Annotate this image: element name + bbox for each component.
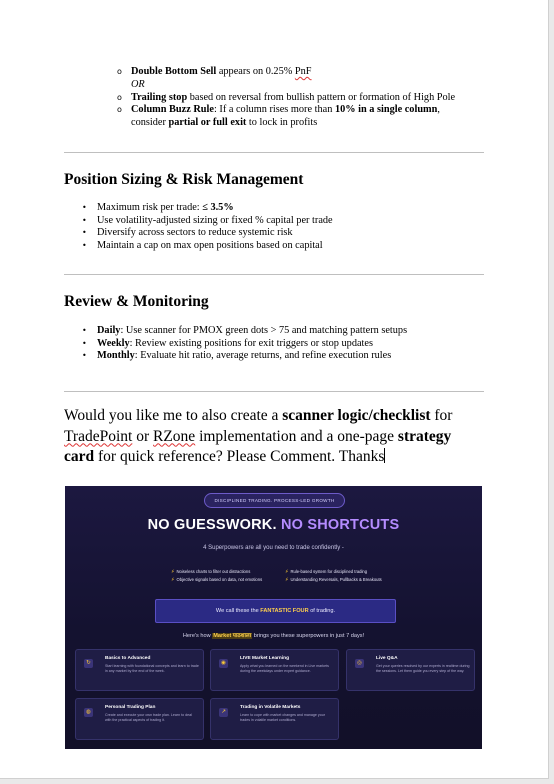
promo-card xyxy=(210,698,339,740)
promo-card xyxy=(346,649,475,691)
lightning-icon: ⚡ xyxy=(171,577,175,583)
list-item xyxy=(117,92,497,105)
promo-card xyxy=(75,698,204,740)
intro-text: brings you these superpowers in just 7 days! xyxy=(252,633,365,639)
rule-text: consider xyxy=(131,117,169,129)
rule-title: Column Buzz Rule xyxy=(131,104,214,116)
section-heading-review: Review & Monitoring xyxy=(64,293,209,310)
lightbulb-icon: ◉ xyxy=(219,659,228,668)
hollow-bullet-icon: o xyxy=(117,92,122,102)
card-description: Learn to cope with market changes and manage your trades in volatile market conditions. xyxy=(240,713,325,722)
card-title: Live Q&A xyxy=(376,656,398,661)
promo-feature xyxy=(285,576,382,584)
promo-tagline-pill: DISCIPLINED TRADING. PROCESS-LED GROWTH xyxy=(204,493,345,508)
hollow-bullet-icon: o xyxy=(117,67,122,76)
text-run: for quick reference? Please Comment. Thanks xyxy=(94,448,385,465)
promo-feature xyxy=(285,568,367,576)
banner-text: of trading. xyxy=(308,608,336,614)
position-sizing-list xyxy=(82,202,502,252)
horizontal-rule xyxy=(64,152,484,153)
list-item xyxy=(117,104,497,130)
text-bold: strategy card xyxy=(64,427,452,465)
promo-feature xyxy=(171,568,250,576)
review-list xyxy=(82,325,502,363)
text-run: or xyxy=(132,427,153,445)
item-bold: Daily xyxy=(97,325,121,336)
item-text: : Evaluate hit ratio, average returns, and refine execution rules xyxy=(134,350,392,361)
hollow-bullet-icon: o xyxy=(117,105,122,115)
closing-paragraph[interactable] xyxy=(64,406,484,468)
bullet-icon: • xyxy=(82,240,87,250)
rule-title: Trailing stop xyxy=(131,91,188,103)
list-item xyxy=(82,338,502,351)
intro-text: Here's how xyxy=(182,633,213,639)
promo-card xyxy=(75,649,204,691)
list-item xyxy=(82,350,502,363)
horizontal-rule xyxy=(64,274,484,275)
rule-text: appears on 0.25% xyxy=(216,66,295,77)
list-item xyxy=(82,227,502,240)
text-run: for xyxy=(430,407,453,424)
refresh-icon: ↻ xyxy=(84,659,93,668)
bullet-icon: • xyxy=(82,338,87,348)
banner-text: We call these the xyxy=(215,608,261,614)
bullet-icon: • xyxy=(82,228,87,237)
card-description: Get your queries resolved by our experts in realtime during the sessions. Let them guide you every step of the way. xyxy=(376,664,470,673)
promo-intro-line xyxy=(65,631,482,639)
text-cursor xyxy=(384,448,385,463)
item-bold: Monthly xyxy=(97,350,135,361)
rule-bold: partial or full exit xyxy=(168,117,247,129)
fantastic-four-banner xyxy=(155,599,396,623)
brand-name: Market पाठशाला xyxy=(213,633,252,639)
window-bottom-edge xyxy=(0,779,554,784)
card-description: Apply what you learned on the weekend in Live markets during the weekdays under expert guidance. xyxy=(240,664,329,673)
promo-feature xyxy=(171,576,262,584)
spellcheck-word: PnF xyxy=(294,66,312,77)
bullet-icon: • xyxy=(82,326,87,335)
card-description: Start learning with foundational concepts and learn to trade in any market by the end of the week. xyxy=(105,664,199,673)
item-text: : Use scanner for PMOX green dots > 75 and matching pattern setups xyxy=(120,325,408,336)
item-bold: ≤ 3.5% xyxy=(202,202,234,213)
list-item xyxy=(82,215,502,228)
list-item xyxy=(82,202,502,215)
list-item xyxy=(117,66,497,92)
item-bold: Weekly xyxy=(97,337,130,349)
list-item xyxy=(82,325,502,338)
feature-text: Rule-based system for disciplined trading xyxy=(290,569,368,574)
rule-title: Double Bottom Sell xyxy=(131,66,217,77)
headline-accent: NO SHORTCUTS xyxy=(280,517,400,533)
item-text: Diversify across sectors to reduce systemic risk xyxy=(97,227,293,238)
rule-continuation: OR xyxy=(131,78,145,90)
card-description: Create and execute your own trade plan. Learn to deal with the practical aspects of trading it. xyxy=(105,713,192,722)
section-heading-position-sizing: Position Sizing & Risk Management xyxy=(64,171,304,188)
spellcheck-word: TradePoint xyxy=(64,427,133,445)
target-icon: ◍ xyxy=(84,708,93,717)
promo-headline xyxy=(65,517,482,533)
bullet-icon: • xyxy=(82,215,87,225)
card-title: Basics to Advanced xyxy=(105,656,151,661)
feature-text: Noiseless charts to filter out distractions xyxy=(176,569,251,574)
lightning-icon: ⚡ xyxy=(285,577,289,583)
list-item xyxy=(82,240,502,253)
headline-part: NO GUESSWORK. xyxy=(147,517,277,533)
lightning-icon: ⚡ xyxy=(171,569,175,575)
rule-continuation xyxy=(131,117,497,130)
text-run: implementation and a one-page xyxy=(195,427,398,445)
text-run: Would you like me to also create a xyxy=(64,407,283,424)
rule-bold: 10% in a single column xyxy=(334,104,438,116)
rule-text: : If a column rises more than xyxy=(213,104,335,116)
card-title: LIVE Market Learning xyxy=(240,656,290,661)
promo-subline: 4 Superpowers are all you need to trade confidently - xyxy=(203,545,344,551)
bullet-icon: • xyxy=(82,203,87,212)
item-text: : Review existing positions for exit triggers or stop updates xyxy=(129,337,373,349)
card-title: Personal Trading Plan xyxy=(105,705,156,710)
lightning-icon: ⚡ xyxy=(285,569,289,575)
item-text: Use volatility-adjusted sizing or fixed % capital per trade xyxy=(97,214,333,226)
item-text: Maximum risk per trade: xyxy=(97,202,203,213)
chat-icon: ◎ xyxy=(355,659,364,668)
window-edge xyxy=(549,0,554,784)
banner-highlight: FANTASTIC FOUR xyxy=(260,608,309,614)
horizontal-rule xyxy=(64,391,484,392)
feature-text: Understanding Reversals, Pullbacks & Breakouts xyxy=(290,577,382,582)
spellcheck-word: RZone xyxy=(153,427,196,445)
promo-card xyxy=(210,649,339,691)
item-text: Maintain a cap on max open positions based on capital xyxy=(97,239,323,251)
rule-text: based on reversal from bullish pattern or formation of High Pole xyxy=(187,91,456,103)
rule-text: to lock in profits xyxy=(246,117,318,129)
exit-rules-list xyxy=(117,66,497,130)
card-title: Trading in Volatile Markets xyxy=(240,705,301,710)
feature-text: Objective signals based on data, not emotions xyxy=(176,577,263,582)
rule-text: , xyxy=(437,104,440,116)
bullet-icon: • xyxy=(82,351,87,360)
text-bold: scanner logic/checklist xyxy=(282,407,431,424)
embedded-promo-image[interactable] xyxy=(65,486,482,749)
trend-up-icon: ↗ xyxy=(219,708,228,717)
